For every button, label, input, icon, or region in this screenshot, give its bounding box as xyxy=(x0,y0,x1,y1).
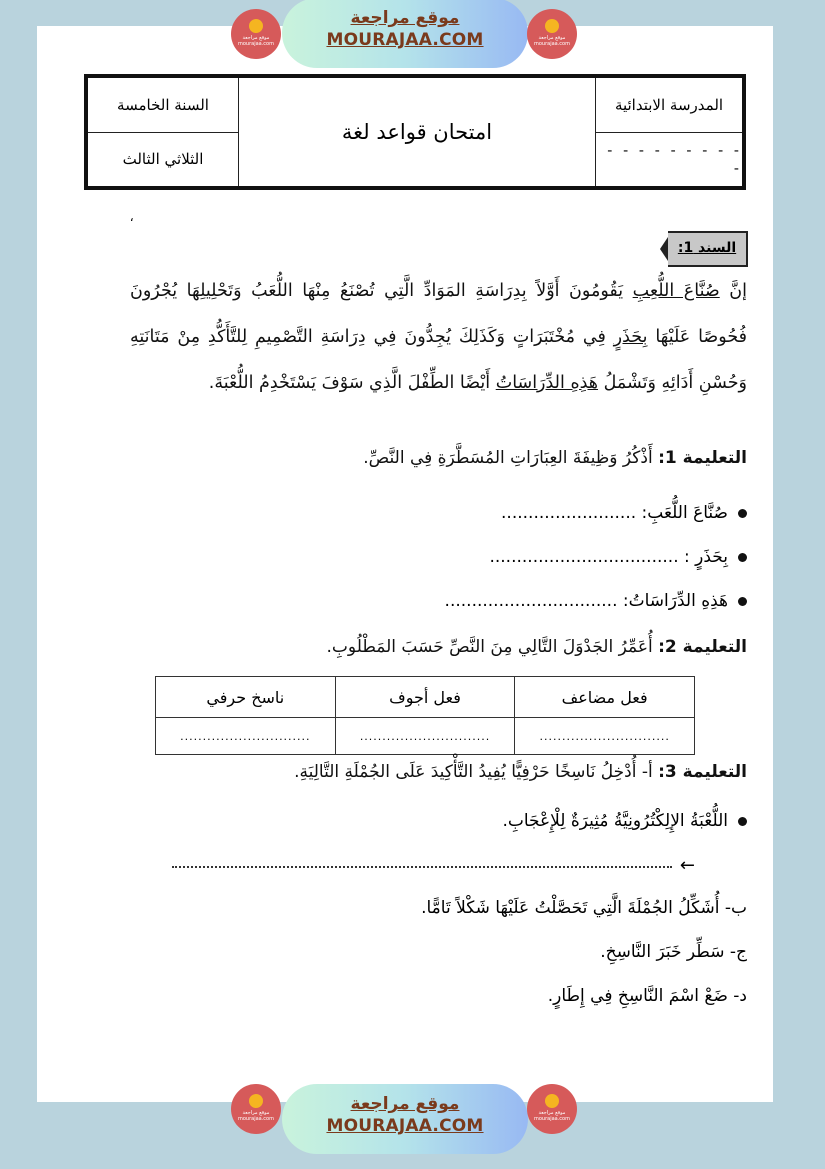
bullet-icon xyxy=(738,553,747,562)
watermark-banner-top[interactable] xyxy=(282,0,528,68)
arrow-left-icon: ← xyxy=(679,855,695,876)
book-icon xyxy=(249,19,263,33)
table-header: فعل مضاعف xyxy=(515,677,695,718)
table-header: فعل أجوف xyxy=(335,677,515,718)
instruction-1-item: هَذِهِ الدِّرَاسَاتُ: ................................ xyxy=(445,591,747,611)
underlined-phrase-1: صُنَّاعَ اللُّعِبِ xyxy=(632,281,720,301)
term: الثلاثي الثالث xyxy=(122,150,204,169)
watermark-latin: MOURAJAA.COM xyxy=(326,30,484,50)
bullet-icon xyxy=(738,597,747,606)
bullet-icon xyxy=(738,817,747,826)
answer-blank[interactable]: ................................... xyxy=(489,547,679,567)
site-logo-badge: موقع مراجعة mourajaa.com xyxy=(527,1084,577,1134)
exam-header-table xyxy=(84,74,746,190)
verb-classification-table xyxy=(155,676,695,755)
instruction-3-sentence: اللُّعْبَةُ الإِلِكْتُرُونِيَّةُ مُثِيرَةٌ لِلْإِعْجَابِ. xyxy=(502,811,747,831)
instruction-1-item: بِحَذَرٍ : ................................... xyxy=(489,547,747,567)
passage-text: إنَّ صُنَّاعَ اللُّعِبِ يَقُومُونَ أَوَّلاً بِدِرَاسَةِ المَوَادِّ الَّتِي تُصْنَعُ مِنْهَا اللُّعَبُ وَتَحْلِيلِهَا يُجْرُونَ فُحُوصًا عَلَيْهَا بِحَذَرٍ فِي مُخْتَبَرَاتٍ وَكَذَلِكَ يُجِدُّونَ فِي دِرَاسَةِ التَّصْمِيمِ لِلتَّأَكُّدِ مِنْ مَتَانَتِهِ وَحُسْنِ أَدَائِهِ وَتَشْمَلُ هَذِهِ الدِّرَاسَاتُ أَيْضًا الطِّفْلَ الَّذِي سَوْفَ يَسْتَخْدِمُ اللُّعْبَةَ. xyxy=(130,281,747,393)
section-tag: السند 1: xyxy=(660,231,748,265)
instruction-3: التعليمة 3: أ- أُدْخِلُ نَاسِخًا حَرْفِيًّا يُفِيدُ التَّأْكِيدَ عَلَى الجُمْلَةِ التَّالِيَةِ. xyxy=(294,762,747,782)
bullet-icon xyxy=(738,509,747,518)
watermark-arabic: موقع مراجعة xyxy=(350,1094,460,1114)
instruction-2: التعليمة 2: أُعَمِّرُ الجَدْوَلَ التَّالِي مِنَ النَّصِّ حَسَبَ المَطْلُوبِ. xyxy=(326,637,747,657)
table-cell-blank[interactable]: ............................. xyxy=(156,718,336,755)
book-icon xyxy=(545,19,559,33)
instruction-3-c: ج- سَطِّر خَبَرَ النَّاسِخِ. xyxy=(600,942,747,962)
table-header: ناسخ حرفي xyxy=(156,677,336,718)
table-cell-blank[interactable]: ............................. xyxy=(515,718,695,755)
book-icon xyxy=(249,1094,263,1108)
grade-level: السنة الخامسة xyxy=(88,78,238,133)
table-cell-blank[interactable]: ............................. xyxy=(335,718,515,755)
answer-blank[interactable]: ................................ xyxy=(444,591,618,611)
instruction-1-item: صُنَّاعَ اللُّعَبِ: ......................... xyxy=(501,503,747,523)
site-logo-badge: موقع مراجعة mourajaa.com xyxy=(231,1084,281,1134)
underlined-phrase-3: هَذِهِ الدِّرَاسَاتُ xyxy=(495,373,599,393)
school-blank: - - - - - - - - - - xyxy=(607,141,742,178)
mark: ʻ xyxy=(130,216,134,230)
instruction-3-d: د- ضَعْ اسْمَ النَّاسِخِ فِي إِطَارٍ. xyxy=(547,986,747,1006)
instruction-3-b: ب- أُشَكِّلُ الجُمْلَةَ الَّتِي تَحَصَّلْتُ عَلَيْهَا شَكْلاً تَامًّا. xyxy=(421,898,747,918)
instruction-1: التعليمة 1: أَذْكُرُ وَظِيفَةَ العِبَارَاتِ المُسَطَّرَةِ فِي النَّصِّ. xyxy=(363,448,747,468)
answer-line[interactable] xyxy=(155,855,695,876)
watermark-banner-bottom[interactable] xyxy=(282,1084,528,1154)
dotted-answer-field[interactable] xyxy=(172,866,672,868)
school-name: المدرسة الابتدائية xyxy=(596,78,742,133)
underlined-phrase-2: بِحَذَرٍ xyxy=(613,327,648,347)
answer-blank[interactable]: ......................... xyxy=(501,503,637,523)
exam-title: امتحان قواعد لغة xyxy=(238,78,595,186)
book-icon xyxy=(545,1094,559,1108)
site-logo-badge: موقع مراجعة mourajaa.com xyxy=(527,9,577,59)
watermark-arabic: موقع مراجعة xyxy=(350,8,460,28)
site-logo-badge: موقع مراجعة mourajaa.com xyxy=(231,9,281,59)
watermark-latin: MOURAJAA.COM xyxy=(326,1116,484,1136)
